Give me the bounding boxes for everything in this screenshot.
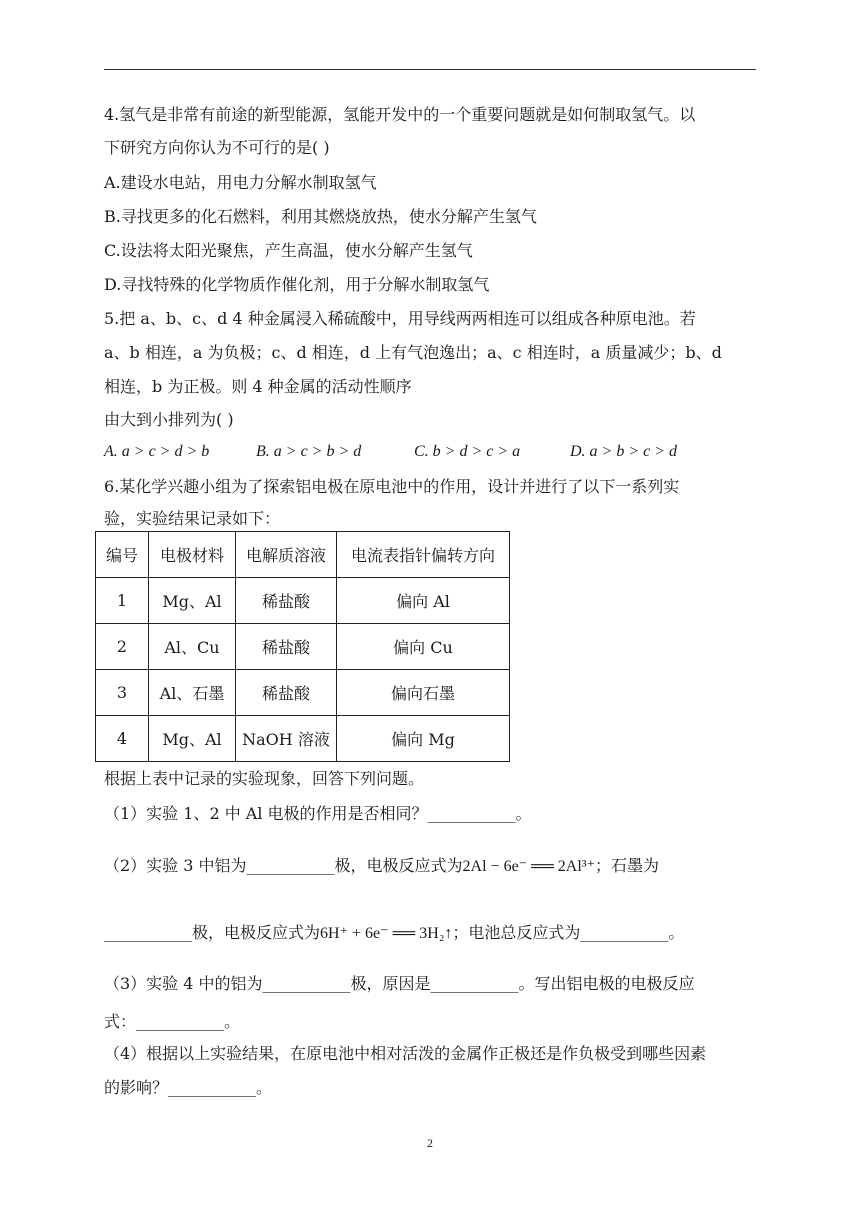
- q4-stem-line1: 4.氢气是非常有前途的新型能源，氢能开发中的一个重要问题就是如何制取氢气。以: [104, 105, 696, 124]
- q5-stem-line1: 5.把 a、b、c、d 4 种金属浸入稀硫酸中，用导线两两相连可以组成各种原电池。若: [104, 309, 696, 328]
- q5-stem-line3: 相连，b 为正极。则 4 种金属的活动性顺序: [104, 377, 412, 396]
- table-cell: Mg、Al: [149, 578, 236, 624]
- table-header-row: [96, 532, 510, 578]
- q6-part2-text-c: ___________极，电极反应式为: [104, 923, 321, 942]
- table-cell: 偏向 Al: [337, 578, 510, 624]
- equation-anode: 2Al − 6e⁻ ══ 2Al³⁺: [462, 858, 596, 875]
- q4-stem-line2: 下研究方向你认为不可行的是( ): [104, 138, 330, 157]
- table-cell: 4: [96, 716, 149, 762]
- q6-part2-text-a: （2）实验 3 中铝为___________极，电极反应式为: [104, 856, 463, 875]
- q6-stem-line2: 验，实验结果记录如下：: [104, 509, 281, 528]
- experiment-table: [95, 531, 510, 762]
- q5-stem-line4: 由大到小排列为( ): [104, 410, 234, 429]
- table-row: [96, 670, 510, 716]
- q6-stem-line1: 6.某化学兴趣小组为了探索铝电极在原电池中的作用，设计并进行了以下一系列实: [104, 477, 680, 496]
- q6-part2-line2: [104, 922, 684, 945]
- q6-part2-text-d: ；电池总反应式为___________。: [452, 923, 685, 942]
- q5-option-a: A. a > c > d > b: [104, 443, 210, 460]
- q6-part2-line1: [104, 855, 659, 878]
- table-cell: 2: [96, 624, 149, 670]
- equation-cathode: 6H⁺ + 6e⁻ ══ 3H₂↑: [320, 925, 453, 942]
- header-cell: 电解质溶液: [236, 532, 337, 578]
- q5-option-c: C. b > d > c > a: [414, 443, 521, 460]
- q4-option-c: C.设法将太阳光聚焦，产生高温，使水分解产生氢气: [104, 241, 473, 260]
- q4-option-d: D.寻找特殊的化学物质作催化剂，用于分解水制取氢气: [104, 275, 490, 294]
- table-cell: 偏向石墨: [337, 670, 510, 716]
- q6-part4-line2: 的影响？___________。: [104, 1078, 273, 1097]
- q6-part3-line1: （3）实验 4 中的铝为___________极，原因是___________。写出铝电极的电极反应: [104, 974, 695, 993]
- table-cell: Mg、Al: [149, 716, 236, 762]
- table-cell: Al、Cu: [149, 624, 236, 670]
- table-row: [96, 624, 510, 670]
- q6-part1: （1）实验 1、2 中 Al 电极的作用是否相同？___________。: [104, 804, 532, 823]
- header-cell: 编号: [96, 532, 149, 578]
- q5-option-d: D. a > b > c > d: [570, 443, 678, 460]
- table-cell: 1: [96, 578, 149, 624]
- table-cell: 稀盐酸: [236, 624, 337, 670]
- table-row: [96, 716, 510, 762]
- q6-intro: 根据上表中记录的实验现象，回答下列问题。: [104, 769, 425, 788]
- q6-part3-line2: 式：___________。: [104, 1012, 241, 1031]
- q5-stem-line2: a、b 相连，a 为负极；c、d 相连，d 上有气泡逸出；a、c 相连时，a 质量减少；b、d: [104, 343, 722, 362]
- table-cell: NaOH 溶液: [236, 716, 337, 762]
- table-cell: 偏向 Cu: [337, 624, 510, 670]
- header-cell: 电流表指针偏转方向: [337, 532, 510, 578]
- table-cell: 稀盐酸: [236, 578, 337, 624]
- header-cell: 电极材料: [149, 532, 236, 578]
- table-cell: Al、石墨: [149, 670, 236, 716]
- q6-part4-line1: （4）根据以上实验结果，在原电池中相对活泼的金属作正极还是作负极受到哪些因素: [104, 1044, 707, 1063]
- q5-option-b: B. a > c > b > d: [256, 443, 362, 460]
- table-row: [96, 578, 510, 624]
- q5-options: [104, 441, 764, 463]
- q4-option-a: A.建设水电站，用电力分解水制取氢气: [104, 173, 377, 192]
- page-number: 2: [427, 1136, 433, 1150]
- table-cell: 3: [96, 670, 149, 716]
- table-cell: 偏向 Mg: [337, 716, 510, 762]
- q6-part2-text-b: ；石墨为: [595, 856, 660, 875]
- table-cell: 稀盐酸: [236, 670, 337, 716]
- q4-option-b: B.寻找更多的化石燃料，利用其燃烧放热，使水分解产生氢气: [104, 207, 537, 226]
- header-rule: [104, 69, 756, 70]
